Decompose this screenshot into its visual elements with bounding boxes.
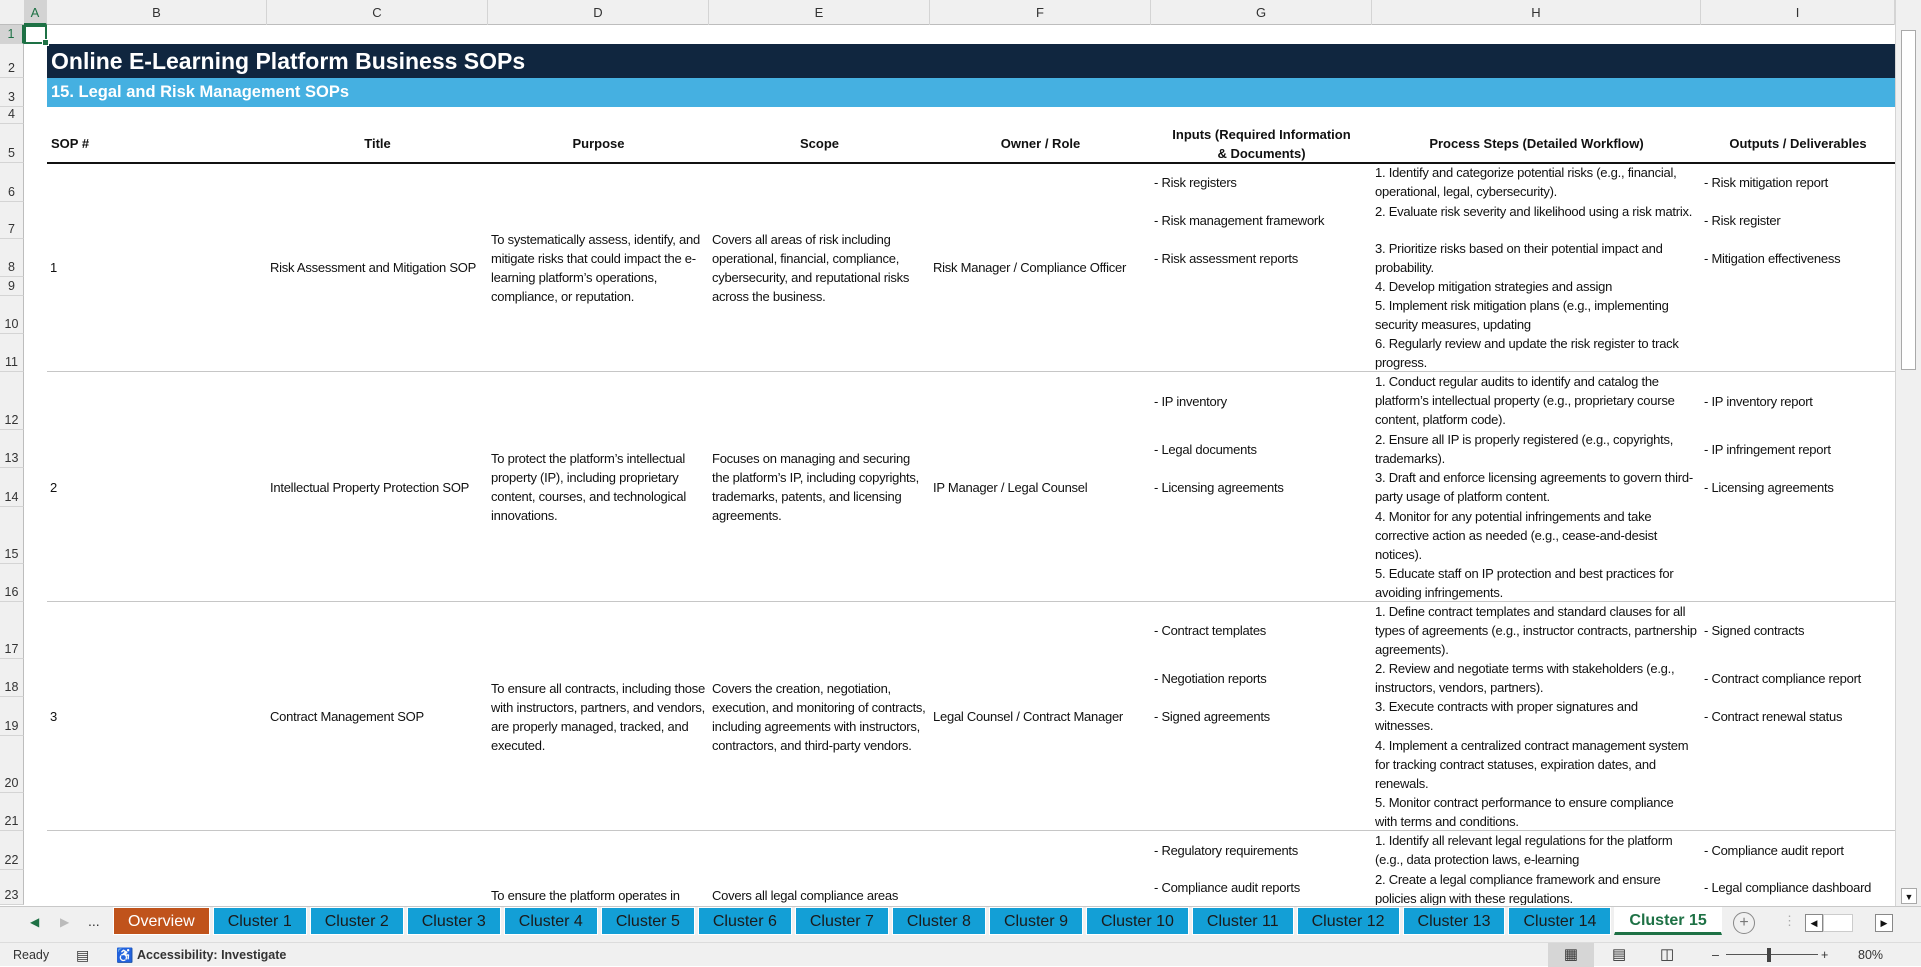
sheet-grid[interactable] — [0, 25, 1895, 906]
header-title: Title — [364, 136, 391, 151]
scroll-thumb[interactable] — [1901, 30, 1916, 370]
zoom-in-button[interactable]: + — [1821, 948, 1829, 962]
header-purpose: Purpose — [572, 136, 625, 151]
header-outputs: Outputs / Deliverables — [1729, 136, 1867, 151]
column-headers — [0, 0, 1895, 25]
row-header-19[interactable]: 19 — [0, 697, 24, 736]
sop-process-step: 5. Monitor contract performance to ensure compliance with terms and conditions. — [1375, 795, 1674, 829]
sop-process-step: 1. Conduct regular audits to identify and catalog the platform’s intellectual property (e.g., proprietary course content, platform code). — [1375, 374, 1675, 427]
sop-process-step: 5. Educate staff on IP protection and best practices for avoiding infringements. — [1375, 566, 1674, 600]
sop-number: 2 — [50, 479, 57, 495]
page-break-view-icon[interactable]: ◫ — [1660, 946, 1675, 963]
row-header-5[interactable]: 5 — [0, 124, 24, 163]
row-header-14[interactable]: 14 — [0, 468, 24, 507]
normal-view-icon[interactable]: ▦ — [1548, 943, 1594, 967]
sop-input-item: - Risk registers — [1154, 175, 1237, 190]
selected-cell-a1[interactable] — [24, 25, 47, 44]
sop-process-step: 3. Draft and enforce licensing agreements to govern third-party usage of platform content. — [1375, 470, 1693, 504]
row-header-10[interactable]: 10 — [0, 296, 24, 334]
row-header-9[interactable]: 9 — [0, 277, 24, 296]
sheet-tab-cluster-8[interactable]: Cluster 8 — [892, 907, 986, 935]
page-layout-view-icon[interactable]: ▤ — [1612, 946, 1627, 963]
sop-output-item: - Legal compliance dashboard — [1704, 880, 1872, 895]
zoom-out-button[interactable]: – — [1712, 948, 1719, 962]
sop-output-item: - Risk mitigation report — [1704, 175, 1829, 190]
row-header-1[interactable]: 1 — [0, 25, 24, 44]
sop-input-item: - Legal documents — [1154, 441, 1257, 457]
sop-process-step: 2. Ensure all IP is properly registered (e.g., copyrights, trademarks). — [1375, 432, 1674, 466]
sheet-tab-cluster-7[interactable]: Cluster 7 — [795, 907, 889, 935]
sheet-tab-cluster-11[interactable]: Cluster 11 — [1192, 907, 1294, 935]
sop-input-item: - Regulatory requirements — [1154, 843, 1299, 858]
row-header-12[interactable]: 12 — [0, 372, 24, 430]
sheet-tab-cluster-4[interactable]: Cluster 4 — [504, 907, 598, 935]
accessibility-icon: ♿ — [116, 947, 134, 963]
sop-process-step: 4. Monitor for any potential infringements and take corrective action as needed (e.g., cease-and-desist notices). — [1375, 509, 1658, 562]
sheet-title: Online E-Learning Platform Business SOPs — [47, 44, 1895, 78]
row-header-16[interactable]: 16 — [0, 564, 24, 602]
column-header-a[interactable]: A — [24, 0, 47, 25]
row-header-15[interactable]: 15 — [0, 507, 24, 564]
column-header-i[interactable]: I — [1701, 0, 1895, 25]
more-sheets-button[interactable]: ... — [88, 913, 100, 929]
sop-process-step: 3. Execute contracts with proper signatures and witnesses. — [1375, 699, 1638, 733]
sop-scope: Covers the creation, negotiation, execution, and monitoring of contracts, including agreements with instructors, contractors, and third-party vendors. — [712, 680, 926, 753]
sop-process-step: 1. Define contract templates and standard clauses for all types of agreements (e.g., instructor contracts, partnership agreements). — [1375, 604, 1697, 657]
sop-scope: Covers all legal compliance areas — [712, 888, 899, 903]
sop-output-item: - Licensing agreements — [1704, 480, 1834, 495]
macro-recording-icon[interactable]: ▤ — [76, 947, 90, 963]
row-header-20[interactable]: 20 — [0, 736, 24, 793]
row-header-23[interactable]: 23 — [0, 870, 24, 905]
row-header-7[interactable]: 7 — [0, 202, 24, 239]
sop-owner: Risk Manager / Compliance Officer — [933, 260, 1127, 275]
sop-process-step: 2. Evaluate risk severity and likelihood using a risk matrix. — [1375, 204, 1693, 219]
sheet-tab-cluster-5[interactable]: Cluster 5 — [601, 907, 695, 935]
zoom-slider[interactable] — [1726, 954, 1818, 955]
sop-input-item: - Risk assessment reports — [1154, 250, 1299, 266]
sop-output-item: - IP infringement report — [1704, 441, 1831, 457]
sop-input-item: - Signed agreements — [1154, 709, 1270, 724]
sop-output-item: - Contract renewal status — [1704, 709, 1843, 724]
column-header-g[interactable]: G — [1151, 0, 1372, 25]
next-sheet-icon[interactable]: ▶ — [60, 915, 70, 929]
sop-process-step: 4. Implement a centralized contract management system for tracking contract statuses, expiration dates, and renewals. — [1375, 738, 1689, 791]
sheet-tabs — [113, 907, 1722, 937]
row-header-6[interactable]: 6 — [0, 163, 24, 202]
sop-input-item: - Licensing agreements — [1154, 480, 1284, 495]
sheet-tab-cluster-10[interactable]: Cluster 10 — [1086, 907, 1189, 935]
sheet-tab-cluster-9[interactable]: Cluster 9 — [989, 907, 1083, 935]
row-header-18[interactable]: 18 — [0, 659, 24, 697]
column-header-d[interactable]: D — [488, 0, 709, 25]
header-inputs: Inputs (Required Information & Documents) — [1172, 126, 1351, 161]
sheet-tab-cluster-1[interactable]: Cluster 1 — [213, 907, 307, 935]
column-header-e[interactable]: E — [709, 0, 930, 25]
column-header-h[interactable]: H — [1372, 0, 1701, 25]
row-header-11[interactable]: 11 — [0, 334, 24, 372]
row-header-3[interactable]: 3 — [0, 78, 24, 107]
sheet-tab-cluster-3[interactable]: Cluster 3 — [407, 907, 501, 935]
scroll-down-arrow-icon[interactable]: ▼ — [1901, 888, 1917, 904]
sop-owner: Legal Counsel / Contract Manager — [933, 709, 1124, 724]
sop-process-step: 1. Identify all relevant legal regulations for the platform (e.g., data protection laws, e-learning — [1375, 833, 1673, 867]
sop-output-item: - Signed contracts — [1704, 623, 1805, 638]
sop-process-step: 3. Prioritize risks based on their potential impact and probability. — [1375, 241, 1663, 275]
sop-input-item: - Contract templates — [1154, 623, 1267, 638]
status-bar — [0, 942, 1921, 966]
section-subtitle: 15. Legal and Risk Management SOPs — [47, 78, 1895, 107]
row-header-8[interactable]: 8 — [0, 239, 24, 277]
add-sheet-icon[interactable]: + — [1733, 912, 1755, 934]
sop-number: 1 — [50, 260, 57, 275]
status-ready: Ready — [13, 948, 50, 962]
vertical-scrollbar[interactable] — [1895, 0, 1921, 906]
header-steps: Process Steps (Detailed Workflow) — [1429, 136, 1644, 151]
sop-output-item: - Contract compliance report — [1704, 670, 1862, 686]
row-header-17[interactable]: 17 — [0, 602, 24, 659]
sop-owner: IP Manager / Legal Counsel — [933, 479, 1088, 495]
prev-sheet-icon[interactable]: ◀ — [30, 915, 40, 929]
sop-process-step: 2. Review and negotiate terms with stakeholders (e.g., instructors, vendors, partners). — [1375, 661, 1675, 695]
sop-output-item: - Mitigation effectiveness — [1704, 250, 1841, 266]
accessibility-status[interactable]: Accessibility: Investigate — [137, 948, 287, 962]
sop-purpose: To protect the platform’s intellectual property (IP), including proprietary content, courses, and technological innovations. — [491, 451, 687, 523]
header-scope: Scope — [799, 136, 839, 151]
sop-purpose: To ensure the platform operates in — [491, 888, 680, 903]
sheet-tab-cluster-14[interactable]: Cluster 14 — [1508, 907, 1611, 935]
sheet-tab-cluster-2[interactable]: Cluster 2 — [310, 907, 404, 935]
sop-title: Intellectual Property Protection SOP — [270, 479, 470, 495]
sop-process-step: 4. Develop mitigation strategies and assign — [1375, 279, 1613, 294]
sop-input-item: - Compliance audit reports — [1154, 880, 1300, 895]
zoom-level[interactable]: 80% — [1858, 948, 1884, 962]
sop-scope: Focuses on managing and securing the platform’s IP, including copyrights, trademarks, patents, and licensing agreements. — [712, 451, 920, 523]
hscroll-left-icon[interactable]: ◀ — [1805, 914, 1823, 932]
sop-input-item: - IP inventory — [1154, 393, 1227, 409]
row-header-21[interactable]: 21 — [0, 793, 24, 831]
sop-scope: Covers all areas of risk including operational, financial, compliance, cybersecurity, and reputational risks across the business. — [712, 231, 910, 304]
column-header-f[interactable]: F — [930, 0, 1151, 25]
sop-output-item: - Compliance audit report — [1704, 843, 1844, 858]
zoom-slider-thumb[interactable] — [1767, 948, 1771, 962]
row-header-13[interactable]: 13 — [0, 430, 24, 468]
sheet-tab-cluster-12[interactable]: Cluster 12 — [1297, 907, 1400, 935]
sheet-tab-cluster-15[interactable]: Cluster 15 — [1614, 907, 1721, 935]
header-owner: Owner / Role — [1000, 136, 1081, 151]
horizontal-scrollbar[interactable] — [1823, 914, 1853, 932]
tab-splitter-icon[interactable]: ⋮ — [1783, 913, 1796, 928]
sop-output-item: - Risk register — [1704, 213, 1781, 228]
sop-input-item: - Risk management framework — [1154, 213, 1325, 228]
sheet-tab-bar — [0, 906, 1921, 942]
sop-purpose: To ensure all contracts, including those with instructors, partners, and vendors, are properly managed, tracked, and executed. — [491, 680, 706, 753]
column-header-c[interactable]: C — [267, 0, 488, 25]
hscroll-right-icon[interactable]: ▶ — [1875, 914, 1893, 932]
row-header-4[interactable]: 4 — [0, 107, 24, 124]
sop-title: Risk Assessment and Mitigation SOP — [270, 260, 477, 275]
header-sop-number: SOP # — [51, 136, 90, 151]
sop-process-step: 6. Regularly review and update the risk register to track progress. — [1375, 336, 1679, 370]
sop-process-step: 1. Identify and categorize potential risks (e.g., financial, operational, legal, cybersecurity). — [1375, 165, 1677, 199]
sheet-tab-cluster-6[interactable]: Cluster 6 — [698, 907, 792, 935]
sop-input-item: - Negotiation reports — [1154, 670, 1267, 686]
row-header-22[interactable]: 22 — [0, 831, 24, 870]
sheet-tab-overview[interactable]: Overview — [113, 907, 210, 935]
column-header-b[interactable]: B — [47, 0, 267, 25]
sop-number: 3 — [50, 709, 57, 724]
row-header-2[interactable]: 2 — [0, 44, 24, 78]
sheet-tab-cluster-13[interactable]: Cluster 13 — [1403, 907, 1506, 935]
sop-process-step: 5. Implement risk mitigation plans (e.g., implementing security measures, updating — [1375, 298, 1669, 332]
sop-purpose: To systematically assess, identify, and mitigate risks that could impact the e-learning platform’s operations, compliance, or reputation. — [491, 231, 700, 304]
sop-output-item: - IP inventory report — [1704, 393, 1813, 409]
sop-title: Contract Management SOP — [270, 709, 424, 724]
sop-process-step: 2. Create a legal compliance framework and ensure policies align with these regulations. — [1375, 872, 1661, 905]
